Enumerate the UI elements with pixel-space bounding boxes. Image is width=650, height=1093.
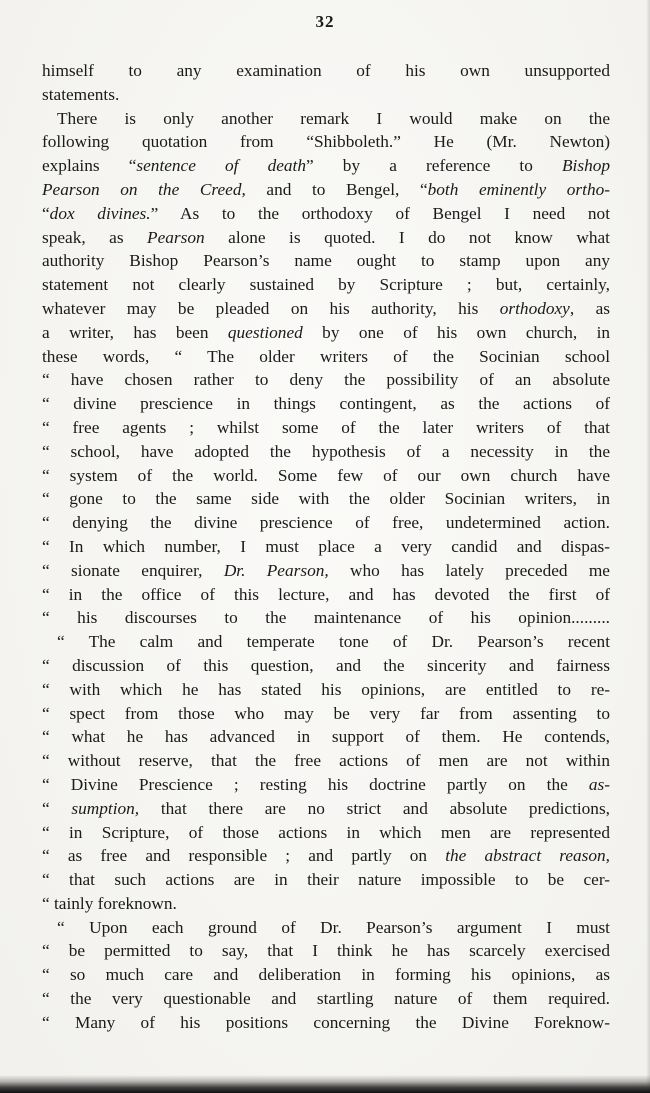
text-line: “ Many of his positions concerning the Divine Foreknow- bbox=[42, 1012, 610, 1032]
text-line: these words, “ The older writers of the Socinian school bbox=[42, 346, 610, 366]
text-line: himself to any examination of his own unsupported bbox=[42, 61, 610, 80]
text-line: statements. bbox=[42, 84, 120, 104]
paragraph bbox=[42, 916, 610, 1035]
text-line: whatever may be pleaded on his authority, his orthodoxy, as bbox=[42, 298, 610, 318]
text-line: “ in the office of this lecture, and has devoted the first of bbox=[42, 584, 610, 604]
text-line: “dox divines.” As to the orthodoxy of Bengel I need not bbox=[42, 203, 611, 223]
text-line: “ what he has advanced in support of them. He contends, bbox=[42, 727, 610, 747]
text-line: “ with which he has stated his opinions, are entitled to re- bbox=[42, 679, 610, 699]
text-line: Pearson on the Creed, and to Bengel, “both eminently ortho- bbox=[42, 179, 610, 199]
text-line: “ free agents ; whilst some of the later writers of that bbox=[42, 417, 610, 437]
page-number: 32 bbox=[315, 12, 335, 31]
paragraph bbox=[42, 59, 610, 107]
text-line: “ system of the world. Some few of our own church have bbox=[42, 465, 610, 485]
text-line: “ gone to the same side with the older Socinian writers, in bbox=[42, 489, 610, 509]
text-line: “ divine prescience in things contingent, as the actions of bbox=[42, 394, 610, 414]
text-line: “ The calm and temperate tone of Dr. Pearson’s recent bbox=[57, 632, 610, 652]
text-line: explains “sentence of death” by a reference to Bishop bbox=[42, 156, 610, 176]
text-line: “ so much care and deliberation in forming his opinions, as bbox=[42, 965, 610, 985]
text-line: “ Upon each ground of Dr. Pearson’s argument I must bbox=[57, 917, 610, 937]
text-line: following quotation from “Shibboleth.” He (Mr. Newton) bbox=[42, 132, 610, 152]
text-line: “ denying the divine prescience of free, undetermined action. bbox=[42, 513, 610, 533]
scan-edge-artifact-bottom bbox=[0, 1075, 650, 1093]
text-line: speak, as Pearson alone is quoted. I do not know what bbox=[42, 227, 610, 247]
paragraph bbox=[42, 107, 610, 631]
text-line: “ tainly foreknown. bbox=[42, 893, 177, 913]
page-body bbox=[42, 59, 610, 1035]
text-line: a writer, has been questioned by one of his own church, in bbox=[42, 322, 611, 342]
text-line: “ his discourses to the maintenance of his opinion......... bbox=[42, 608, 610, 628]
text-line: “ sionate enquirer, Dr. Pearson, who has lately preceded me bbox=[42, 560, 610, 580]
text-line: “ the very questionable and startling nature of them required. bbox=[42, 989, 610, 1009]
text-line: “ in Scripture, of those actions in which men are represented bbox=[42, 822, 610, 842]
text-line: authority Bishop Pearson’s name ought to stamp upon any bbox=[42, 251, 610, 271]
text-line: “ that such actions are in their nature impossible to be cer- bbox=[42, 870, 610, 890]
text-line: “ be permitted to say, that I think he has scarcely exercised bbox=[42, 941, 610, 961]
text-line: “ discussion of this question, and the sincerity and fairness bbox=[42, 655, 610, 675]
text-line: “ have chosen rather to deny the possibility of an absolute bbox=[42, 370, 610, 390]
scan-edge-artifact-right bbox=[646, 0, 650, 1093]
text-line: statement not clearly sustained by Scripture ; but, certainly, bbox=[42, 275, 610, 295]
text-line: “ as free and responsible ; and partly on the abstract reason, bbox=[42, 846, 610, 866]
text-line: There is only another remark I would make on the bbox=[57, 108, 610, 128]
text-line: “ without reserve, that the free actions of men are not within bbox=[42, 751, 610, 771]
text-line: “ sumption, that there are no strict and absolute predictions, bbox=[42, 798, 610, 818]
text-line: “ In which number, I must place a very candid and dispas- bbox=[42, 536, 610, 556]
paragraph bbox=[42, 630, 610, 916]
text-line: “ spect from those who may be very far from assenting to bbox=[42, 703, 610, 723]
text-line: “ school, have adopted the hypothesis of a necessity in the bbox=[42, 441, 610, 461]
text-line: “ Divine Prescience ; resting his doctrine partly on the as- bbox=[42, 774, 610, 794]
